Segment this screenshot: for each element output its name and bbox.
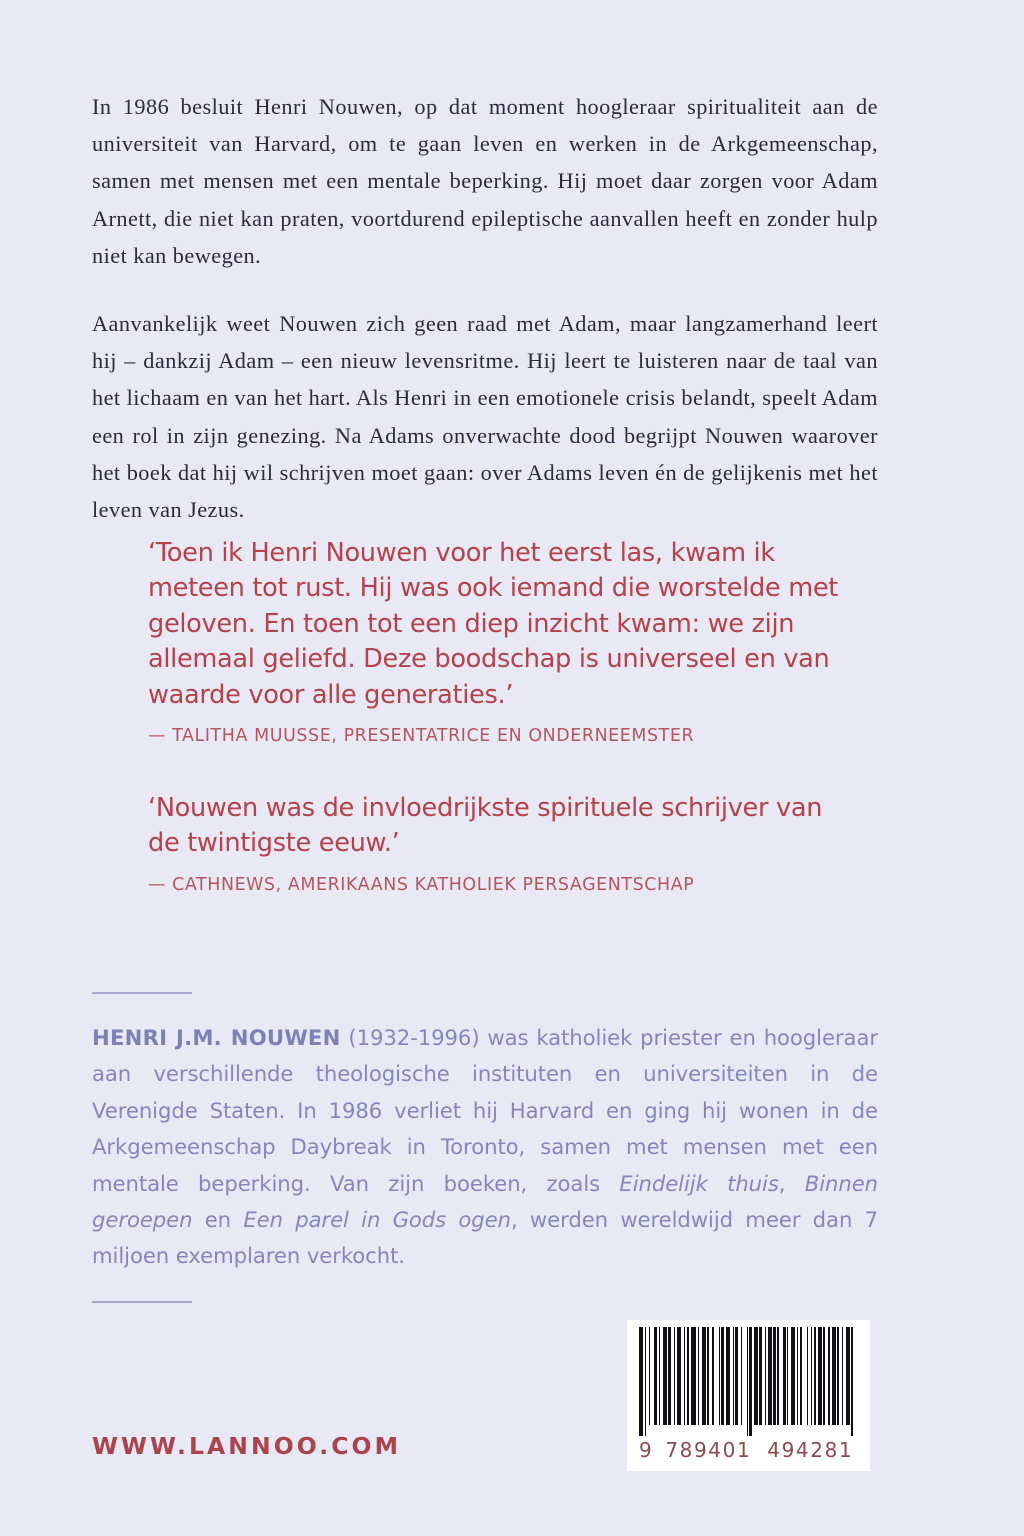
barcode-group-right: 494281 (767, 1438, 854, 1462)
bio-rule-top (92, 992, 192, 994)
quote-text-1: ‘Toen ik Henri Nouwen voor het eerst las, kwam ik meteen tot rust. Hij was ook iemand die worstelde met geloven. En toen tot een diep inzicht kwam: we zijn allemaal geliefd. Deze boodschap is universeel en van waarde voor alle generaties.’ (148, 538, 838, 710)
barcode-group-left: 789401 (665, 1438, 752, 1462)
barcode-lead-digit: 9 (639, 1438, 654, 1462)
synopsis-paragraph-2: Aanvankelijk weet Nouwen zich geen raad met Adam, maar langzamerhand leert hij – dankzij Adam – een nieuw levensritme. Hij leert te luisteren naar de taal van het lichaam en van het hart. Als Henri in een emotionele crisis belandt, speelt Adam een rol in zijn genezing. Na Adams onverwachte dood begrijpt Nouwen waarover het boek dat hij wil schrijven moet gaan: over Adams leven én de gelijkenis met het leven van Jezus. (92, 311, 878, 523)
bio-separator-1: , (778, 1170, 805, 1196)
bio-text-before-works: was katholiek priester en hoogleraar aan verschillende theologische instituten en universiteiten in de Verenigde Staten. In 1986 verliet hij Harvard en ging hij wonen in de Arkgemeenschap Daybreak in Toronto, samen met mensen met een mentale beperking. Van zijn boeken, zoals (92, 1025, 878, 1196)
barcode-bars (639, 1327, 858, 1436)
book-title-1: Eindelijk thuis (619, 1170, 779, 1196)
bio-rule-bottom (92, 1301, 192, 1303)
book-title-2: Binnen geroepen (92, 1170, 878, 1233)
quote-attribution-2: — CATHNEWS, AMERIKAANS KATHOLIEK PERSAGENTSCHAP (148, 874, 695, 895)
barcode-digits (639, 1436, 858, 1466)
publisher-website-url[interactable]: WWW.LANNOO.COM (92, 1432, 402, 1460)
bio-text-after-works: , werden wereldwijd meer dan 7 miljoen exemplaren verkocht. (92, 1207, 878, 1269)
author-name: HENRI J.M. NOUWEN (92, 1025, 341, 1050)
isbn-barcode (627, 1320, 870, 1471)
synopsis-paragraph-1: In 1986 besluit Henri Nouwen, op dat moment hoogleraar spiritualiteit aan de universiteit van Harvard, om te gaan leven en werken in de Arkgemeenschap, samen met mensen met een mentale beperking. Hij moet daar zorgen voor Adam Arnett, die niet kan praten, voortdurend epileptische aanvallen heeft en zonder hulp niet kan bewegen. (92, 94, 878, 268)
quotes-section (148, 536, 858, 896)
quote-text-2: ‘Nouwen was de invloedrijkste spirituele schrijver van de twintigste eeuw.’ (148, 793, 823, 859)
author-bio-text (92, 1020, 878, 1275)
quote-block-2 (148, 791, 858, 896)
quote-block-1 (148, 536, 858, 747)
author-bio-section (92, 992, 878, 1303)
bio-separator-2: en (192, 1207, 244, 1233)
quote-attribution-1: — TALITHA MUUSSE, PRESENTATRICE EN ONDERNEEMSTER (148, 726, 695, 747)
book-title-3: Een parel in Gods ogen (243, 1207, 511, 1233)
synopsis-section (92, 88, 878, 528)
author-lifespan: (1932-1996) (340, 1025, 480, 1050)
